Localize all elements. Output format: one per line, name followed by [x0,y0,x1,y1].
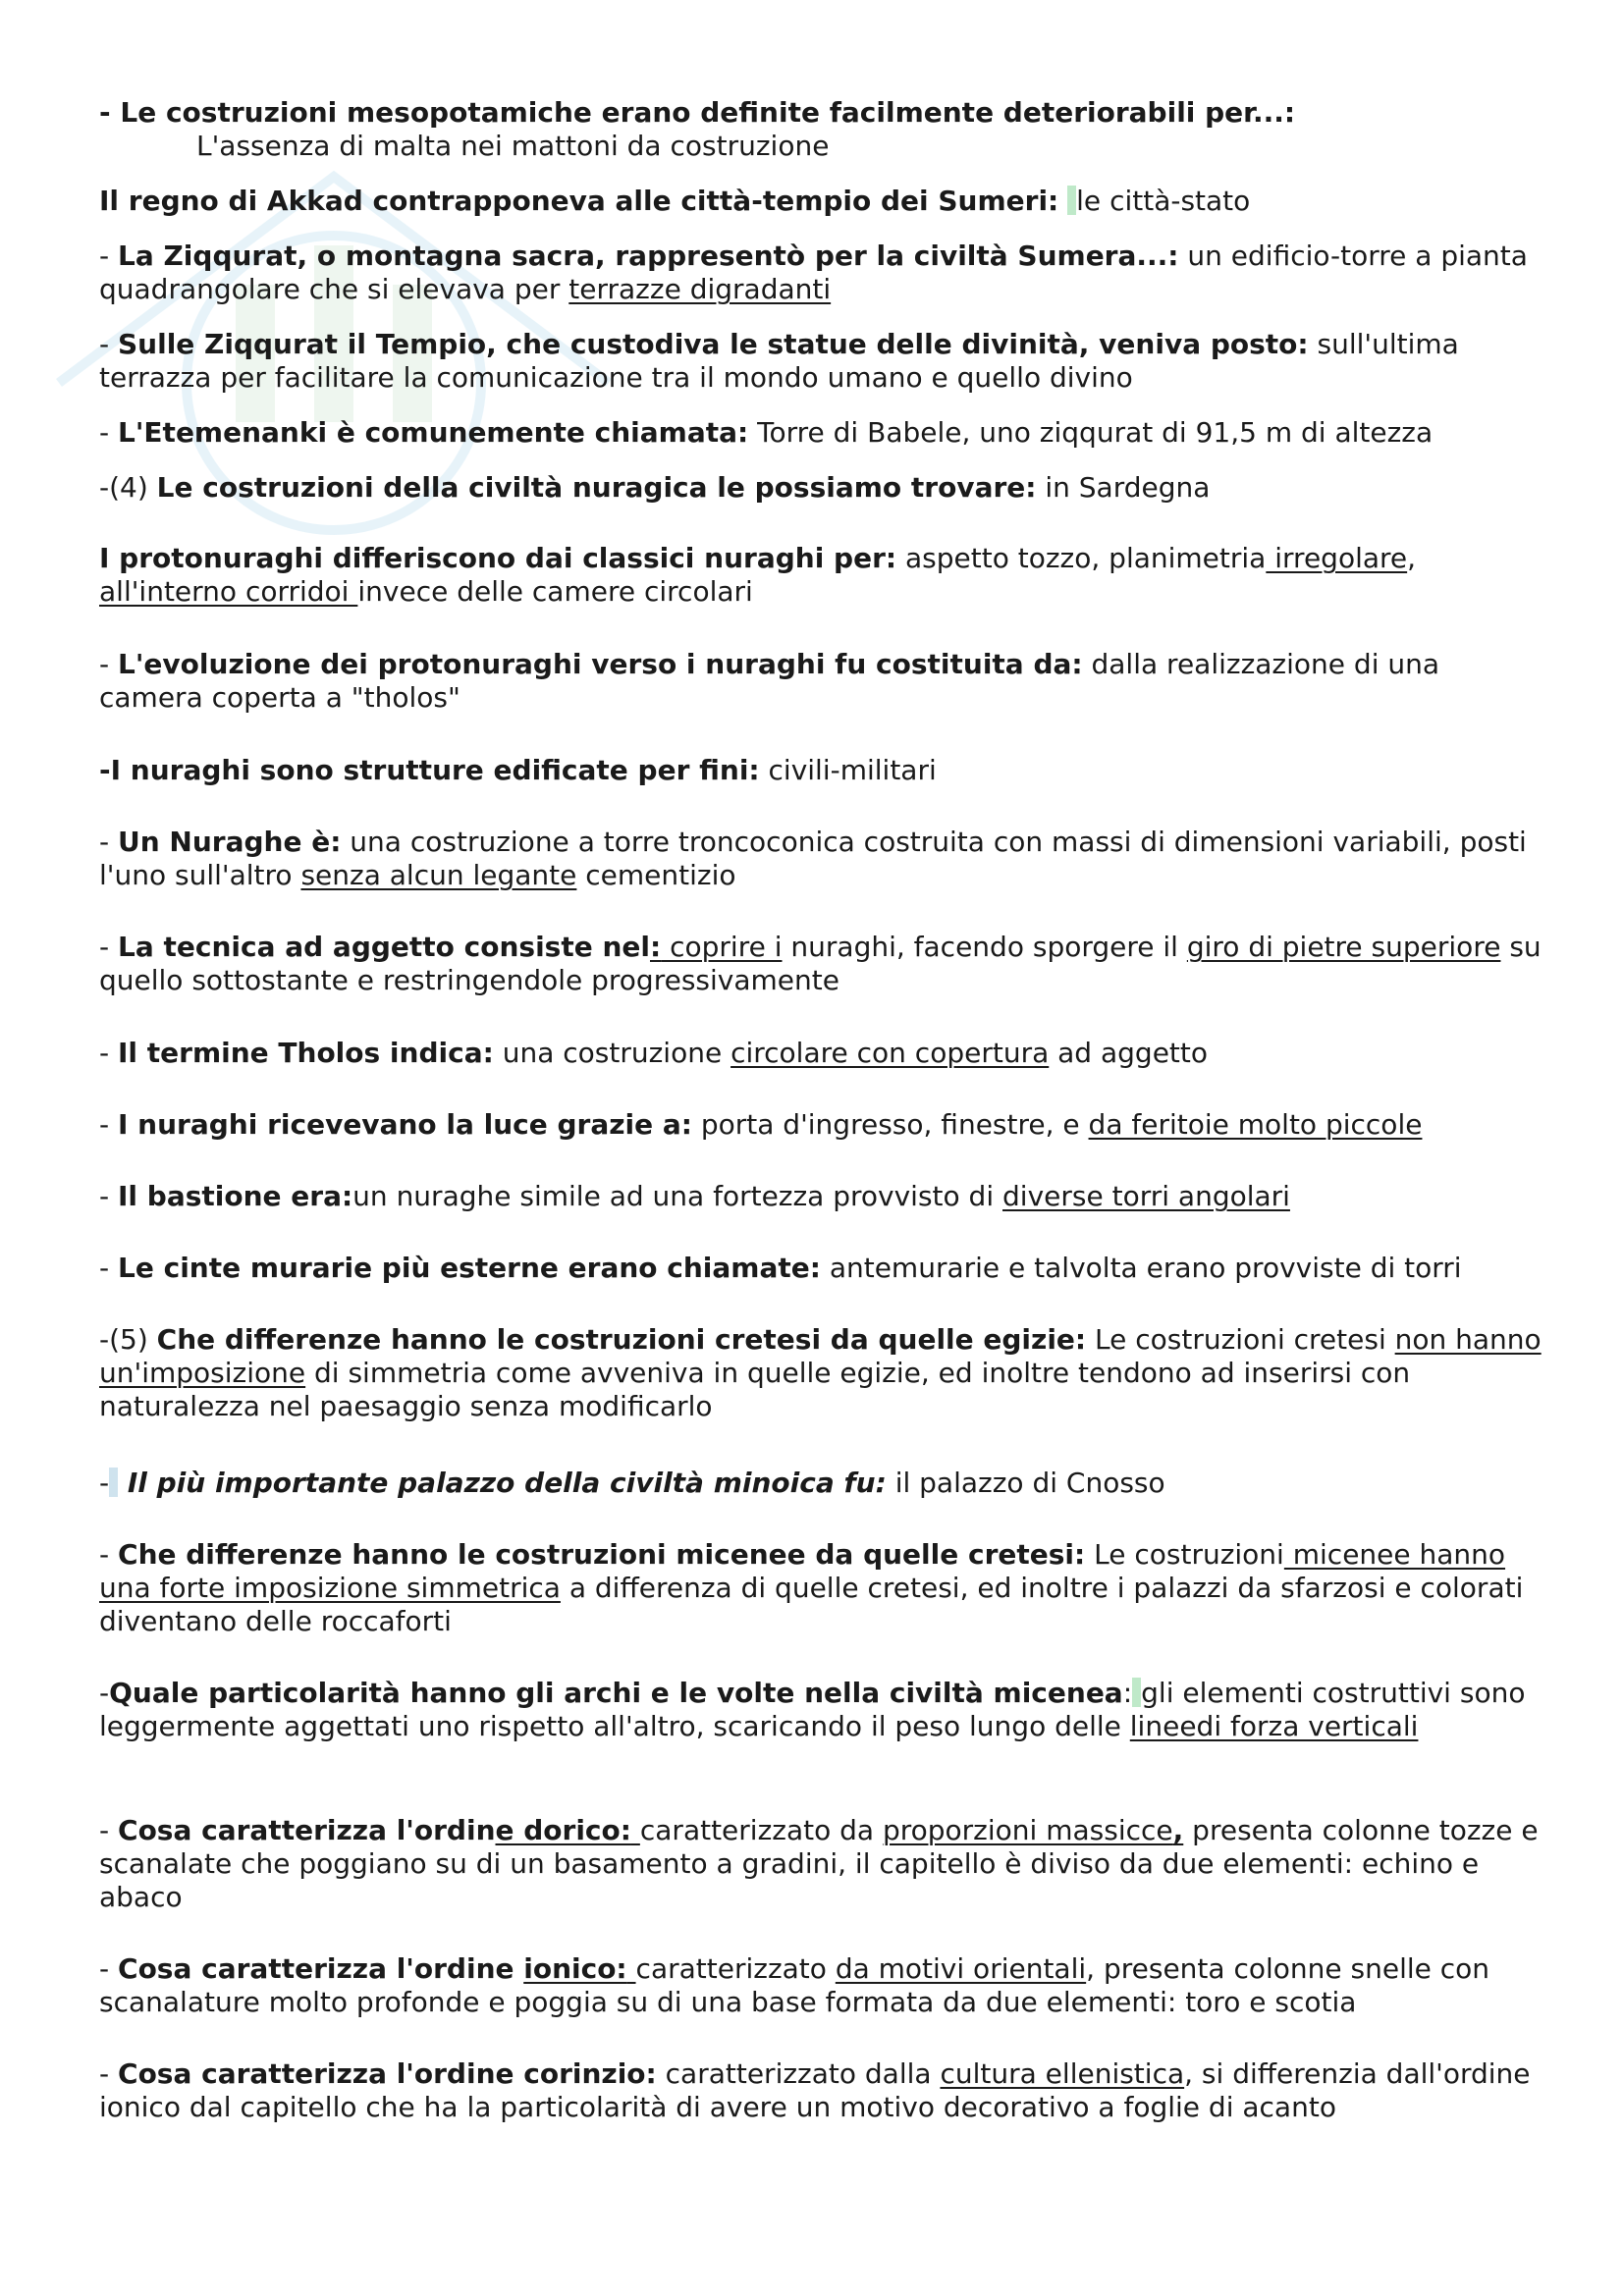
item-7-answer-2: , [1407,542,1417,574]
item-1-answer-line [99,130,829,163]
item-11-answer: nuraghi, facendo sporgere il [782,931,1187,963]
item-1 [99,96,1295,130]
item-8 [99,648,1542,715]
item-5-answer: Torre di Babele, uno ziqqurat di 91,5 m di altezza [748,416,1434,449]
item-16 [99,1323,1542,1423]
item-21-answer: caratterizzato [635,1952,836,1985]
item-19-prefix: - [99,1677,110,1709]
item-18 [99,1538,1542,1638]
item-11-prefix: - [99,931,119,963]
item-22-question: Cosa caratterizza l'ordine corinzio: [118,2057,657,2090]
item-14-underlined: diverse torri angolari [1002,1180,1290,1212]
item-20-order: e dorico: [495,1814,631,1846]
item-3-prefix: - [99,240,119,272]
item-13-answer: porta d'ingresso, finestre, e [691,1108,1089,1141]
item-3-answer: un edificio-torre a pianta quadrangolare che si elevava per [99,240,1528,305]
item-10-answer-2: cementizio [576,859,736,891]
item-7 [99,542,1542,609]
item-6-question: Le costruzioni della civiltà nuragica le possiamo trovare: [156,471,1037,504]
item-2-question: Il regno di Akkad contrapponeva alle città-tempio dei Sumeri: [99,185,1059,217]
item-20-answer: caratterizzato da [639,1814,883,1846]
item-20-space [631,1814,640,1846]
item-17-answer: il palazzo di Cnosso [886,1467,1165,1499]
item-10-question: Un Nuraghe è: [118,826,342,858]
item-13 [99,1108,1422,1142]
item-1-question: - Le costruzioni mesopotamiche erano definite facilmente deteriorabili per...: [99,96,1296,129]
item-18-answer: Le costruzioni [1085,1538,1284,1571]
item-20-answer-2: presenta colonne tozze e scanalate che poggiano su di un basamento a gradini, il capitello è diviso da due elementi: echino e abaco [99,1814,1539,1913]
item-9 [99,754,937,787]
item-22-underlined: cultura ellenistica [940,2057,1185,2090]
item-19-underlined: lineedi forza verticali [1129,1710,1419,1742]
item-10-prefix: - [99,826,119,858]
item-14-question: Il bastione era: [118,1180,353,1212]
item-2-answer: le città-stato [1076,185,1251,217]
item-21-prefix: - [99,1952,119,1985]
item-7-question: I protonuraghi differiscono dai classici nuraghi per: [99,542,897,574]
item-10-underlined: senza alcun legante [300,859,577,891]
item-11 [99,931,1542,997]
item-3-question: La Ziqqurat, o montagna sacra, rappresentò per la civiltà Sumera...: [118,240,1179,272]
item-10-answer: una costruzione a torre troncoconica costruita con massi di dimensioni variabili, posti l'uno sull'altro [99,826,1527,891]
item-11-answer-2: su quello sottostante e restringendole progressivamente [99,931,1542,996]
item-11-colon: : [650,931,662,963]
item-14 [99,1180,1290,1213]
item-13-underlined: da feritoie molto piccole [1088,1108,1423,1141]
highlight-mark [1132,1678,1141,1707]
item-15-answer: antemurarie e talvolta erano provviste di torri [820,1252,1462,1284]
item-18-prefix: - [99,1538,119,1571]
item-7-underlined-1: irregolare [1266,542,1408,574]
item-5-prefix: - [99,416,119,449]
item-11-underlined-1: coprire i [661,931,783,963]
item-11-underlined-2: giro di pietre superiore [1186,931,1501,963]
item-16-prefix: -(5) [99,1323,157,1356]
item-16-question: Che differenze hanno le costruzioni cretesi da quelle egizie: [156,1323,1087,1356]
item-20-prefix: - [99,1814,119,1846]
item-6-answer: in Sardegna [1036,471,1211,504]
item-4-answer: sull'ultima terrazza per facilitare la comunicazione tra il mondo umano e quello divino [99,328,1459,394]
item-2 [99,185,1250,218]
item-7-underlined-2: all'interno corridoi [99,575,358,608]
item-3-underlined: terrazze digradanti [568,273,832,305]
item-17 [99,1467,1165,1500]
item-22-answer: caratterizzato dalla [656,2057,941,2090]
item-12-prefix: - [99,1037,119,1069]
item-15 [99,1252,1462,1285]
item-8-question: L'evoluzione dei protonuraghi verso i nuraghi fu costituita da: [118,648,1083,680]
item-16-answer-2: di simmetria come avveniva in quelle egizie, ed inoltre tendono ad inserirsi con naturalezza nel paesaggio senza modificarlo [99,1357,1411,1422]
item-22 [99,2057,1542,2124]
item-13-question: I nuraghi ricevevano la luce grazie a: [118,1108,692,1141]
item-22-answer-2: , si differenzia dall'ordine ionico dal capitello che ha la particolarità di avere un motivo decorativo a foglie di acanto [99,2057,1531,2123]
item-10 [99,826,1542,892]
item-16-answer: Le costruzioni cretesi [1086,1323,1395,1356]
item-9-question: -I nuraghi sono strutture edificate per fini: [99,754,760,786]
item-12-question: Il termine Tholos indica: [118,1037,494,1069]
item-21-order: ionico: [523,1952,627,1985]
item-19 [99,1677,1542,1743]
item-12-underlined: circolare con copertura [730,1037,1050,1069]
item-20-underlined: proporzioni massicce [882,1814,1173,1846]
highlight-mark [1067,186,1076,215]
item-11-question: La tecnica ad aggetto consiste nel [118,931,650,963]
item-12 [99,1037,1208,1070]
item-17-prefix: - [99,1467,110,1499]
item-18-question: Che differenze hanno le costruzioni micenee da quelle cretesi: [118,1538,1086,1571]
item-21-space [627,1952,636,1985]
item-8-answer: dalla realizzazione di una camera coperta a "tholos" [99,648,1440,714]
item-20 [99,1814,1542,1914]
item-16-underlined: non hanno un'imposizione [99,1323,1542,1389]
item-4-prefix: - [99,328,119,360]
item-7-answer-3: invece delle camere circolari [357,575,753,608]
item-19-answer: gli elementi costruttivi sono leggermente aggettati uno rispetto all'altro, scaricando il peso lungo delle [99,1677,1526,1742]
item-21-underlined: da motivi orientali [835,1952,1087,1985]
item-21 [99,1952,1542,2019]
item-18-underlined: micenee hanno una forte imposizione simmetrica [99,1538,1506,1604]
item-21-question: Cosa caratterizza l'ordine [118,1952,524,1985]
item-12-answer-2: ad aggetto [1049,1037,1209,1069]
item-9-answer: civili-militari [759,754,937,786]
item-15-prefix: - [99,1252,119,1284]
item-19-colon: : [1122,1677,1133,1709]
item-3 [99,240,1542,306]
item-19-question: Quale particolarità hanno gli archi e le volte nella civiltà micenea [109,1677,1123,1709]
item-8-prefix: - [99,648,119,680]
item-22-prefix: - [99,2057,119,2090]
item-18-answer-2: a differenza di quelle cretesi, ed inoltre i palazzi da sfarzosi e colorati diventano delle roccaforti [99,1572,1524,1637]
item-4 [99,328,1542,395]
item-5 [99,416,1433,450]
item-6-prefix: -(4) [99,471,157,504]
item-13-prefix: - [99,1108,119,1141]
item-14-prefix: - [99,1180,119,1212]
item-4-question: Sulle Ziqqurat il Tempio, che custodiva le statue delle divinità, veniva posto: [118,328,1309,360]
highlight-mark [109,1468,118,1497]
item-1-answer: L'assenza di malta nei mattoni da costruzione [196,130,830,162]
item-6 [99,471,1210,505]
item-15-question: Le cinte murarie più esterne erano chiamate: [118,1252,821,1284]
item-20-question: Cosa caratterizza l'ordin [118,1814,496,1846]
item-17-question: Il più importante palazzo della civiltà minoica fu: [118,1467,887,1499]
item-14-answer: un nuraghe simile ad una fortezza provvisto di [352,1180,1003,1212]
item-20-comma: , [1172,1814,1184,1846]
item-7-answer: aspetto tozzo, planimetria [896,542,1267,574]
item-5-question: L'Etemenanki è comunemente chiamata: [118,416,749,449]
item-21-answer-2: , presenta colonne snelle con scanalature molto profonde e poggia su di una base formata da due elementi: toro e scotia [99,1952,1490,2018]
item-12-answer: una costruzione [493,1037,731,1069]
